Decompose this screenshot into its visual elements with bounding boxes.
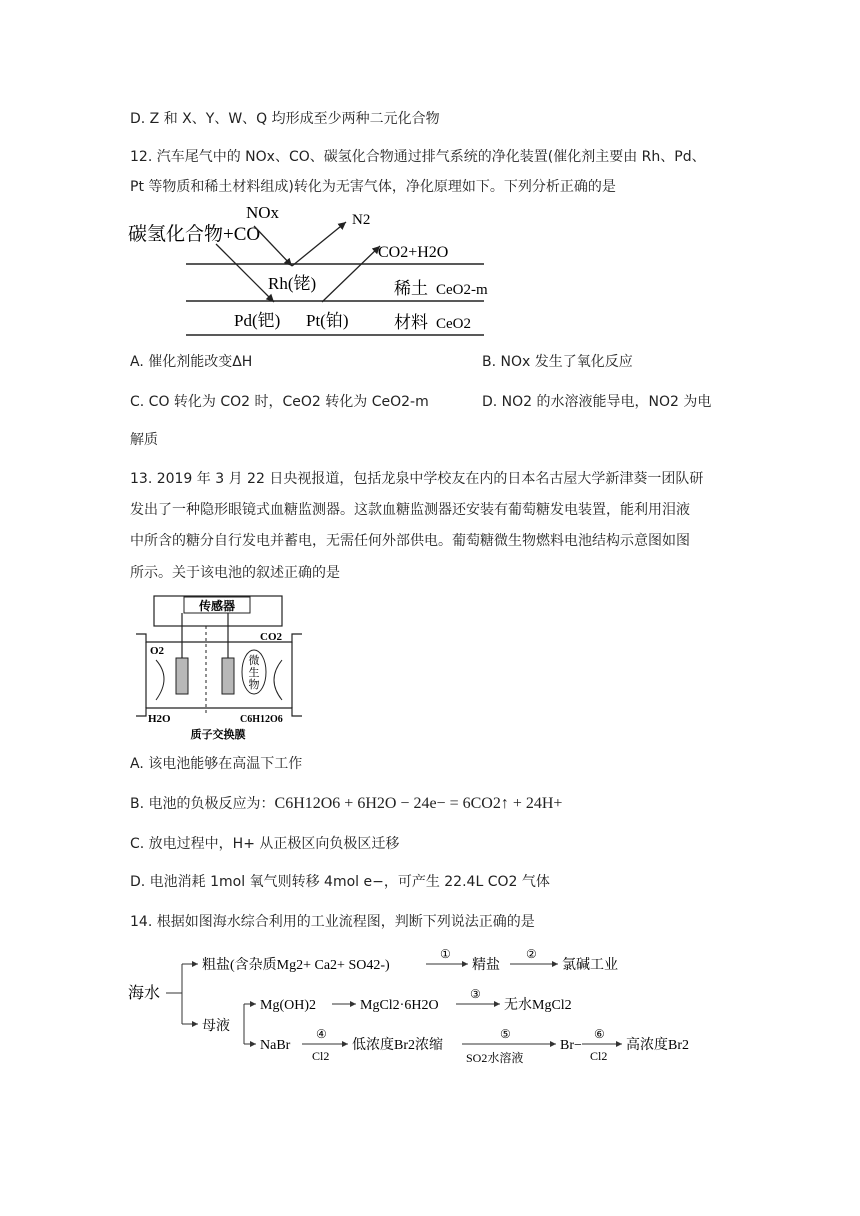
step1-label: ① xyxy=(440,947,451,961)
q12-option-c[interactable]: C. CO 转化为 CO2 时，CeO2 转化为 CeO2-m xyxy=(130,394,429,410)
pd-label: Pd(钯) xyxy=(234,311,281,330)
arrow-rh-to-n2 xyxy=(292,222,346,266)
n2-label: N2 xyxy=(352,212,371,228)
q13-option-d[interactable]: D. 电池消耗 1mol 氧气则转移 4mol e−，可产生 22.4L CO2 气体 xyxy=(130,874,550,890)
microbe-char1: 微 xyxy=(248,655,260,667)
q11-option-d: D. Z 和 X、Y、W、Q 均形成至少两种二元化合物 xyxy=(130,111,440,127)
rare-earth-formula: CeO2-m xyxy=(436,282,488,298)
refined-salt-label: 精盐 xyxy=(472,958,500,973)
mgcl2-hydrate-label: MgCl2·6H2O xyxy=(360,998,439,1013)
q13-stem-line1: 13. 2019 年 3 月 22 日央视报道，包括龙泉中学校友在内的日本名古屋大学新津葵一团队研 xyxy=(130,471,704,487)
q12-stem-line1: 12. 汽车尾气中的 NOx、CO、碳氢化合物通过排气系统的净化装置(催化剂主要由 Rh、Pd、 xyxy=(130,149,706,165)
seawater-flow-diagram xyxy=(126,944,706,1074)
material-formula: CeO2 xyxy=(436,316,471,332)
nabr-label: NaBr xyxy=(260,1038,291,1053)
h2o-label: H2O xyxy=(148,713,171,725)
membrane-label: 质子交换膜 xyxy=(190,729,246,741)
material-label: 材料 xyxy=(394,313,428,332)
q13-stem-line3: 中所含的糖分自行发电并蓄电，无需任何外部供电。葡萄糖微生物燃料电池结构示意图如图 xyxy=(130,533,690,549)
co2-h2o-label: CO2+H2O xyxy=(378,244,449,261)
reactants-label: 碳氢化合物+CO xyxy=(128,224,261,245)
high-br2-label: 高浓度Br2 xyxy=(626,1038,689,1053)
rh-label: Rh(铑) xyxy=(268,274,317,293)
nox-label: NOx xyxy=(246,203,280,222)
cl2-label-a: Cl2 xyxy=(312,1049,330,1063)
glucose-label: C6H12O6 xyxy=(240,714,283,725)
q13-option-a[interactable]: A. 该电池能够在高温下工作 xyxy=(130,756,303,772)
step6-label: ⑥ xyxy=(594,1027,605,1041)
q12-option-d-cont: 解质 xyxy=(130,432,158,448)
q12-option-b[interactable]: B. NOx 发生了氧化反应 xyxy=(482,354,633,370)
microbe-char2: 生 xyxy=(248,667,260,679)
q13-option-b[interactable]: B. 电池的负极反应为：C6H12O6 + 6H2O − 24e− = 6CO2↑ + 24H+ xyxy=(130,795,563,812)
cl2-label-b: Cl2 xyxy=(590,1049,608,1063)
mother-liquor-label: 母液 xyxy=(202,1019,230,1034)
step4-label: ④ xyxy=(316,1027,327,1041)
q13-stem-line2: 发出了一种隐形眼镜式血糖监测器。这款血糖监测器还安装有葡萄糖发电装置，能利用泪液 xyxy=(130,502,690,518)
mgoh2-label: Mg(OH)2 xyxy=(260,998,316,1013)
chlor-alkali-label: 氯碱工业 xyxy=(562,958,618,973)
q12-stem-line2: Pt 等物质和稀土材料组成)转化为无害气体，净化原理如下。下列分析正确的是 xyxy=(130,179,616,195)
q13-stem-line4: 所示。关于该电池的叙述正确的是 xyxy=(130,565,340,581)
q14-stem: 14. 根据如图海水综合利用的工业流程图，判断下列说法正确的是 xyxy=(130,914,535,930)
sensor-label: 传感器 xyxy=(198,599,236,613)
crude-salt-label: 粗盐(含杂质Mg2+ Ca2+ SO42-) xyxy=(202,958,390,973)
pt-label: Pt(铂) xyxy=(306,311,349,330)
step5-label: ⑤ xyxy=(500,1027,511,1041)
seawater-label: 海水 xyxy=(128,985,161,1002)
br-minus-label: Br− xyxy=(560,1038,582,1053)
so2-label: SO2水溶液 xyxy=(466,1051,524,1065)
anhydrous-label: 无水MgCl2 xyxy=(504,998,572,1013)
q12-option-d[interactable]: D. NO2 的水溶液能导电，NO2 为电 xyxy=(482,394,712,410)
low-br2-label: 低浓度Br2浓缩 xyxy=(352,1038,443,1053)
o2-label: O2 xyxy=(150,645,165,657)
step3-label: ③ xyxy=(470,987,481,1001)
co2-label: CO2 xyxy=(260,631,282,643)
rare-earth-label: 稀土 xyxy=(394,279,428,298)
q13-option-c[interactable]: C. 放电过程中，H+ 从正极区向负极区迁移 xyxy=(130,836,400,852)
q12-option-a[interactable]: A. 催化剂能改变ΔH xyxy=(130,354,253,370)
fuel-cell-diagram xyxy=(132,592,304,742)
catalyst-diagram xyxy=(126,202,496,342)
arrow-nox-to-rh xyxy=(254,226,292,266)
microbe-char3: 物 xyxy=(248,679,260,691)
step2-label: ② xyxy=(526,947,537,961)
q13-option-b-equation: C6H12O6 + 6H2O − 24e− = 6CO2↑ + 24H+ xyxy=(274,795,563,812)
